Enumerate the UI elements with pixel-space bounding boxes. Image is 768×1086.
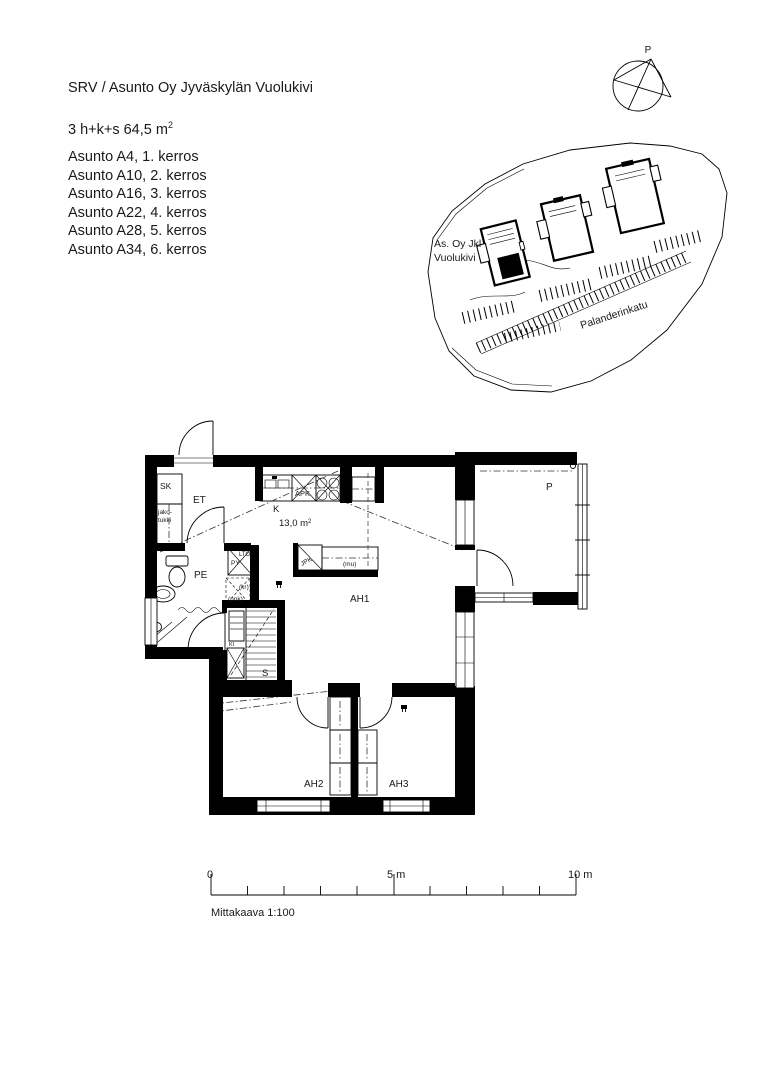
label-ah1: AH1	[350, 594, 370, 605]
label-balcony: P	[546, 482, 553, 493]
label-lto: LTO	[239, 552, 251, 558]
site-plan	[428, 143, 727, 392]
apartment-spec-text: 3 h+k+s 64,5 m	[68, 121, 168, 138]
label-k-area-text: 13,0 m	[279, 518, 309, 529]
label-k-area	[279, 518, 312, 529]
site-building	[533, 191, 600, 263]
scale-ten-label: 10 m	[568, 869, 593, 881]
label-ppk: (ppk)	[228, 596, 243, 603]
site-building-highlighted	[473, 220, 532, 287]
parking-row	[540, 284, 592, 296]
sheet-title: SRV / Asunto Oy Jyväskylän Vuolukivi	[68, 80, 313, 96]
label-apk: APK	[295, 489, 311, 498]
sauna-fixtures	[227, 608, 276, 680]
balcony-railing	[475, 464, 590, 610]
label-k: K	[273, 504, 280, 515]
scale-bar	[207, 869, 592, 919]
electrical-symbol	[401, 705, 407, 712]
floor-plan	[145, 421, 590, 815]
label-s: S	[262, 668, 269, 679]
label-mu: (mu)	[343, 561, 357, 568]
windows	[145, 458, 474, 812]
balcony-door	[477, 550, 513, 586]
apartment-list-item: Asunto A4, 1. kerros	[68, 149, 199, 165]
bedroom3-door	[360, 697, 392, 728]
parking-row	[655, 236, 700, 247]
sauna-door	[188, 613, 225, 650]
electrical-symbol	[276, 581, 282, 588]
parking-row	[463, 306, 516, 318]
apartment-list-item: Asunto A22, 4. kerros	[68, 204, 207, 221]
label-jpk: JPK	[299, 555, 314, 568]
street-name-label: Palanderinkatu	[578, 298, 650, 332]
entry-door	[179, 421, 213, 455]
label-ki: KI	[229, 642, 235, 648]
site-building	[598, 154, 671, 235]
label-py: PY	[231, 560, 240, 567]
apartment-list-item: Asunto A16, 3. kerros	[68, 186, 207, 203]
apartment-spec-sup: 2	[167, 120, 173, 130]
site-building-label-line1: As. Oy Jkl	[434, 238, 482, 250]
bedroom2-door	[297, 697, 328, 728]
label-ah3: AH3	[389, 779, 409, 790]
label-jako: jako-	[158, 509, 173, 516]
label-tukki: tukki	[158, 517, 172, 524]
label-et: ET	[193, 495, 206, 506]
site-building-label-line2: Vuolukivi	[434, 252, 476, 264]
apartment-list-item: Asunto A28, 5. kerros	[68, 223, 207, 240]
north-compass	[613, 45, 671, 111]
walls	[145, 452, 578, 815]
apartment-list-item: Asunto A34, 6. kerros	[68, 241, 207, 258]
label-kr: (kr)	[239, 584, 249, 591]
scale-zero-label: 0	[207, 869, 214, 881]
parking-row	[505, 326, 560, 338]
scale-five-label: 5 m	[387, 869, 406, 881]
label-pe: PE	[194, 570, 208, 581]
kitchen-fixtures	[260, 475, 378, 570]
parking-row	[600, 261, 652, 273]
label-k-area-sup: 2	[308, 519, 312, 525]
label-sk: SK	[160, 481, 172, 491]
apartment-list-item: Asunto A10, 2. kerros	[68, 167, 207, 184]
compass-north-label: P	[644, 45, 652, 56]
scale-caption: Mittakaava 1:100	[211, 907, 295, 919]
label-ah2: AH2	[304, 779, 324, 790]
